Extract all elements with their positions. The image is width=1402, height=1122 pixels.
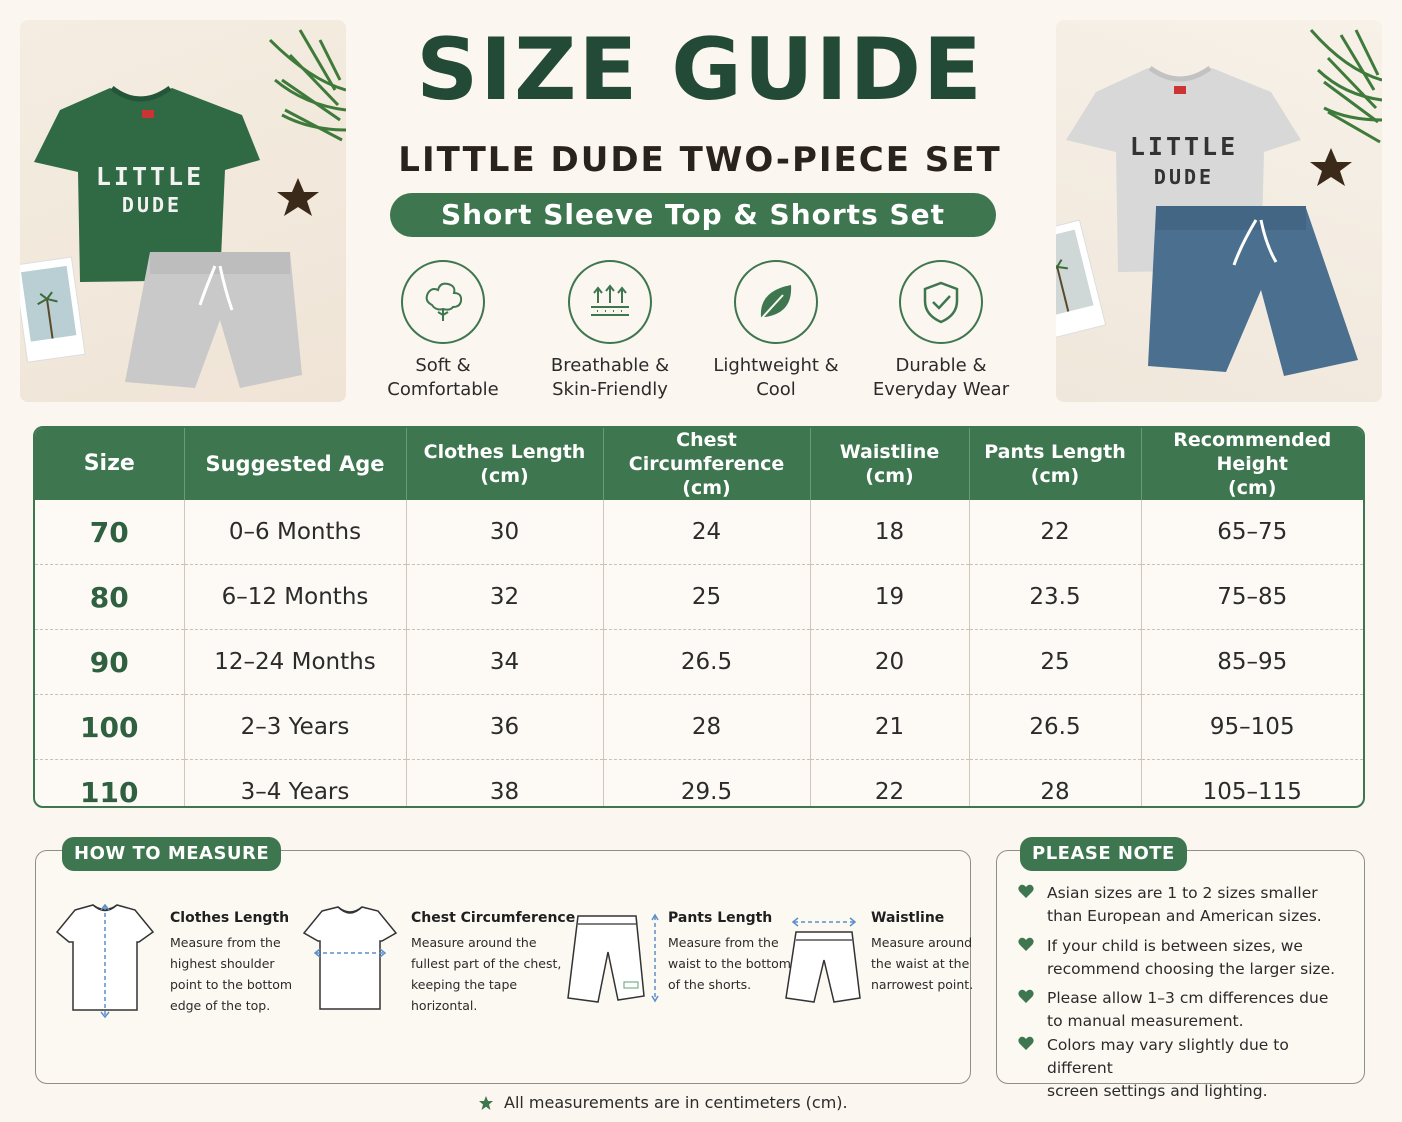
note-item xyxy=(1018,1034,1358,1103)
table-row xyxy=(35,500,1363,565)
feature-label: Soft & Comfortable xyxy=(387,355,499,400)
cell-pants-length: 28 xyxy=(969,760,1141,809)
cell-size: 110 xyxy=(35,760,184,809)
note-text: Please allow 1–3 cm differences due to manual measurement. xyxy=(1047,989,1329,1030)
heart-icon xyxy=(1018,937,1034,952)
table-header-row xyxy=(35,428,1363,500)
table-row xyxy=(35,760,1363,809)
how-to-measure-heading: HOW TO MEASURE xyxy=(62,837,281,871)
feature-durable xyxy=(861,260,1021,402)
shirt-print-line2: DUDE xyxy=(1153,165,1215,189)
cell-waistline: 21 xyxy=(810,695,969,760)
note-item xyxy=(1018,882,1358,928)
measure-pants-length xyxy=(668,910,791,995)
note-item xyxy=(1018,935,1358,981)
tshirt-length-diagram xyxy=(55,902,155,1020)
cell-pants-length: 23.5 xyxy=(969,565,1141,630)
note-text: If your child is between sizes, we recommend choosing the larger size. xyxy=(1047,937,1336,978)
measure-chest xyxy=(411,910,575,1016)
cell-height: 95–105 xyxy=(1141,695,1363,760)
table-row xyxy=(35,695,1363,760)
header-height: Recommended Height (cm) xyxy=(1141,428,1363,500)
header-chest: Chest Circumference (cm) xyxy=(603,428,810,500)
cell-height: 105–115 xyxy=(1202,779,1302,805)
measure-title: Chest Circumference xyxy=(411,910,576,926)
shorts-length-diagram xyxy=(566,912,662,1006)
measure-desc: Measure from the highest shoulder point to the bottom edge of the top. xyxy=(170,935,293,1013)
polaroid-photo xyxy=(20,257,85,362)
measure-title: Clothes Length xyxy=(170,910,290,926)
measure-clothes-length xyxy=(170,910,292,1016)
palm-leaf-decoration xyxy=(1311,30,1382,142)
cell-age: 2–3 Years xyxy=(184,695,406,760)
measure-desc: Measure from the waist to the bottom of the shorts. xyxy=(668,935,791,992)
cell-clothes-length: 34 xyxy=(406,630,603,695)
cell-height: 65–75 xyxy=(1141,500,1363,565)
cell-chest: 28 xyxy=(603,695,810,760)
shield-check-icon xyxy=(899,260,983,344)
cell-age: 3–4 Years xyxy=(184,760,406,809)
cell-age: 12–24 Months xyxy=(184,630,406,695)
tshirt-chest-diagram xyxy=(302,905,398,1013)
shirt-print-line2: DUDE xyxy=(121,193,183,217)
header-clothes-length: Clothes Length (cm) xyxy=(406,428,603,500)
product-photo-green-set xyxy=(20,20,346,402)
note-text: Colors may vary slightly due to different screen settings and lighting. xyxy=(1047,1036,1289,1100)
cell-age: 6–12 Months xyxy=(184,565,406,630)
star-icon xyxy=(478,1095,494,1115)
leaf-icon xyxy=(734,260,818,344)
product-photo-grey-set xyxy=(1056,20,1382,402)
star-decoration xyxy=(1310,148,1352,186)
measure-waistline xyxy=(871,910,973,995)
cell-size: 90 xyxy=(35,630,184,695)
cell-clothes-length: 30 xyxy=(406,500,603,565)
shirt-print-line1: LITTLE xyxy=(1129,132,1239,161)
cell-clothes-length: 38 xyxy=(406,760,603,809)
cell-waistline: 18 xyxy=(810,500,969,565)
star-decoration xyxy=(277,178,319,216)
feature-label: Durable & Everyday Wear xyxy=(872,355,1010,400)
cell-pants-length: 26.5 xyxy=(969,695,1141,760)
cell-clothes-length: 36 xyxy=(406,695,603,760)
shorts-waist-diagram xyxy=(784,914,864,1006)
cell-chest: 29.5 xyxy=(603,760,810,809)
feature-label: Breathable & Skin-Friendly xyxy=(550,355,670,400)
cell-pants-length: 22 xyxy=(969,500,1141,565)
cell-height: 75–85 xyxy=(1141,565,1363,630)
feature-breathable xyxy=(530,260,690,402)
polaroid-photo xyxy=(1056,220,1106,342)
feature-label: Lightweight & Cool xyxy=(713,355,839,400)
cotton-icon xyxy=(401,260,485,344)
heart-icon xyxy=(1018,989,1034,1004)
note-text: Asian sizes are 1 to 2 sizes smaller than European and American sizes. xyxy=(1047,884,1322,925)
cell-waistline: 20 xyxy=(810,630,969,695)
product-banner: Short Sleeve Top & Shorts Set xyxy=(390,193,996,237)
header-size: Size xyxy=(35,428,184,500)
cell-size: 80 xyxy=(35,565,184,630)
note-item xyxy=(1018,987,1358,1033)
shirt-print-line1: LITTLE xyxy=(95,162,205,191)
footer-note: All measurements are in centimeters (cm). xyxy=(504,1093,848,1112)
table-row xyxy=(35,565,1363,630)
measure-desc: Measure around the fullest part of the chest, keeping the tape horizontal. xyxy=(411,935,562,1013)
header-age: Suggested Age xyxy=(184,428,406,500)
heart-icon xyxy=(1018,884,1034,899)
measure-desc: Measure around the waist at the narrowest point. xyxy=(871,935,974,992)
feature-soft xyxy=(363,260,523,402)
cell-clothes-length: 32 xyxy=(406,565,603,630)
heart-icon xyxy=(1018,1036,1034,1051)
feature-lightweight xyxy=(696,260,856,402)
please-note-heading: PLEASE NOTE xyxy=(1020,837,1187,871)
cell-size: 70 xyxy=(35,500,184,565)
cell-age: 0–6 Months xyxy=(184,500,406,565)
header-waistline: Waistline (cm) xyxy=(810,428,969,500)
measure-title: Waistline xyxy=(871,910,945,926)
blue-shorts xyxy=(1148,208,1358,376)
size-table xyxy=(33,426,1365,808)
cell-chest: 25 xyxy=(603,565,810,630)
measure-title: Pants Length xyxy=(668,910,773,926)
cell-pants-length: 25 xyxy=(969,630,1141,695)
page-title: SIZE GUIDE xyxy=(416,20,984,120)
cell-waistline: 19 xyxy=(810,565,969,630)
cell-size: 100 xyxy=(35,695,184,760)
palm-leaf-decoration xyxy=(270,30,346,140)
table-row xyxy=(35,630,1363,695)
cell-chest: 26.5 xyxy=(603,630,810,695)
header-pants-length: Pants Length (cm) xyxy=(969,428,1141,500)
cell-height: 85–95 xyxy=(1141,630,1363,695)
product-subtitle: LITTLE DUDE TWO-PIECE SET xyxy=(398,140,1002,180)
breathable-icon xyxy=(568,260,652,344)
cell-chest: 24 xyxy=(603,500,810,565)
cell-waistline: 22 xyxy=(810,760,969,809)
